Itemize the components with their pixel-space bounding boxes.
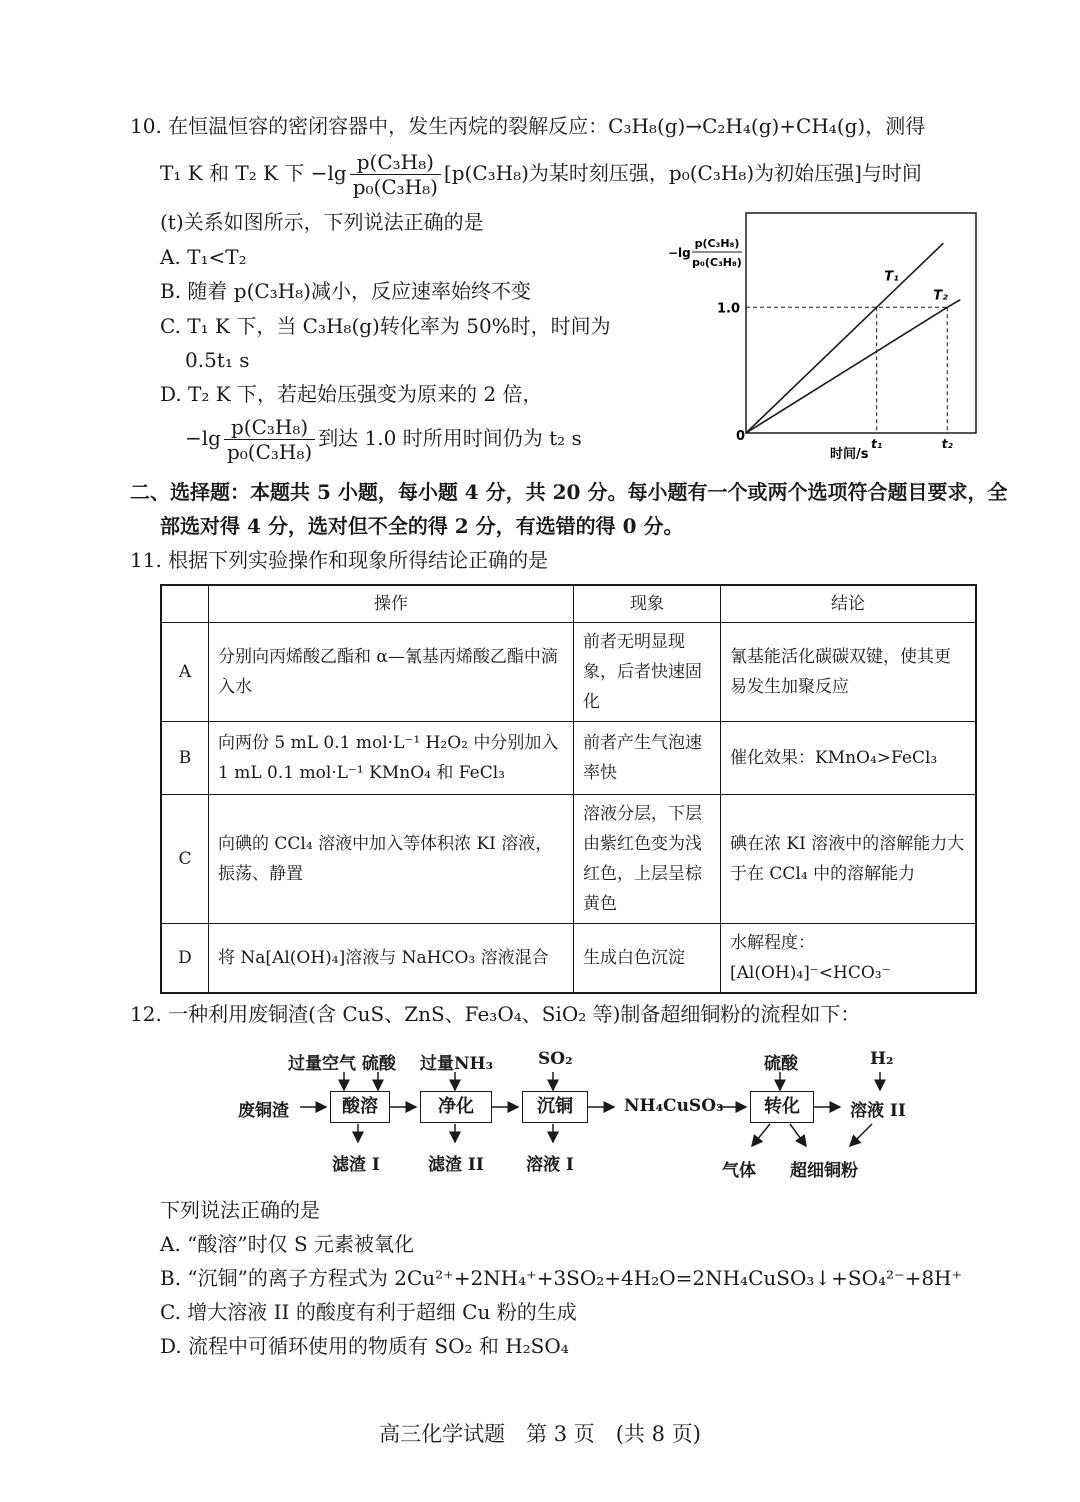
flow-in3-label: SO₂ [538,1049,573,1069]
q10-option-c2: 0.5t₁ s [185,348,250,372]
q10-d2-frac-num: p(C₃H₈) [224,415,315,440]
q10-option-a: A. T₁<T₂ [160,245,247,269]
q10-option-c1: C. T₁ K 下，当 C₃H₈(g)转化率为 50%时，时间为 [160,314,611,338]
row-ph: 生成白色沉淀 [574,924,721,994]
chart-xtick-label-t2: t₂ [941,437,953,451]
arrow-solution-back [850,1124,872,1146]
flow-out4a-label: 气体 [722,1161,756,1181]
row-ph: 前者无明显现象，后者快速固化 [574,623,721,722]
row-ph: 前者产生气泡速率快 [574,722,721,795]
q10-line3: (t)关系如图所示，下列说法正确的是 [160,210,484,234]
flow-mid-label: NH₄CuSO₃ [624,1096,724,1116]
row-con: 催化效果：KMnO₄>FeCl₃ [721,722,977,795]
row-id: A [161,623,209,722]
chart-series-label-t2: T₂ [933,288,948,304]
chart-series-label-t1: T₁ [884,269,899,285]
row-id: C [161,795,209,924]
row-id: B [161,722,209,795]
q10-frac-den: p₀(C₃H₈) [352,175,438,199]
chart-ytick-label: 1.0 [716,301,740,317]
q10-d2-rest: 到达 1.0 时所用时间仍为 t₂ s [318,426,582,450]
q10-line2-a: T₁ K 和 T₂ K 下 −lg [160,161,347,185]
flow-start-label: 废铜渣 [238,1101,289,1121]
q12-option-a: A. “酸溶”时仅 S 元素被氧化 [160,1232,415,1256]
q10-d2-frac-den: p₀(C₃H₈) [226,440,313,464]
arrow-powder-out [790,1124,806,1146]
chart-ylabel-prefix: −lg [668,246,691,260]
flow-in2-label: 过量NH₃ [420,1054,494,1074]
chart-ylabel-num: p(C₃H₈) [694,237,740,250]
flow-box-acid-dissolve: 酸溶 [330,1091,390,1123]
q10-d2-lg: −lg [185,426,221,450]
row-con: 碘在浓 KI 溶液中的溶解能力大于在 CCl₄ 中的溶解能力 [721,795,977,924]
q10-line2-b: [p(C₃H₈)为某时刻压强，p₀(C₃H₈)为初始压强]与时间 [443,161,922,185]
row-op: 向两份 5 mL 0.1 mol·L⁻¹ H₂O₂ 中分别加入 1 mL 0.1 mol·L⁻¹ KMnO₄ 和 FeCl₃ [209,722,574,795]
row-id: D [161,924,209,994]
chart-origin-label: 0 [736,429,746,444]
arrow-gas-out [752,1124,770,1146]
page-footer: 高三化学试题 第 3 页 (共 8 页) [379,1422,701,1446]
row-op: 分别向丙烯酸乙酯和 α—氰基丙烯酸乙酯中滴入水 [209,623,574,722]
row-con: 水解程度：[Al(OH)₄]⁻<HCO₃⁻ [721,924,977,994]
chart-ylabel-den: p₀(C₃H₈) [692,256,742,269]
flow-end-label: 溶液 II [850,1101,906,1121]
flow-out3-label: 溶液 I [526,1155,574,1175]
table-header-ph: 现象 [574,585,721,623]
flow-in4-label: 硫酸 [764,1054,798,1074]
row-op: 向碘的 CCl₄ 溶液中加入等体积浓 KI 溶液，振荡、静置 [209,795,574,924]
q10-option-b: B. 随着 p(C₃H₈)减小，反应速率始终不变 [160,279,531,303]
q12-stem: 12. 一种利用废铜渣(含 CuS、ZnS、Fe₃O₄、SiO₂ 等)制备超细铜粉的流程如下： [130,1002,861,1026]
row-ph: 溶液分层，下层由紫红色变为浅红色，上层呈棕黄色 [574,795,721,924]
row-con: 氰基能活化碳碳双键，使其更易发生加聚反应 [721,623,977,722]
flow-box-precipitate: 沉铜 [522,1091,588,1123]
flow-box-purify: 净化 [420,1091,492,1123]
flow-out1-label: 滤渣 I [332,1155,380,1175]
q11-stem: 11. 根据下列实验操作和现象所得结论正确的是 [130,548,549,572]
section2-line2: 部选对得 4 分，选对但不全的得 2 分，有选错的得 0 分。 [160,514,684,538]
q10-frac-num: p(C₃H₈) [350,150,441,175]
chart-xlabel: 时间/s [830,447,869,462]
q10-line1: 10. 在恒温恒容的密闭容器中，发生丙烷的裂解反应：C₃H₈(g)→C₂H₄(g)+CH₄(g)，测得 [130,114,926,138]
flow-out4b-label: 超细铜粉 [790,1161,858,1181]
q12-option-b: B. “沉铜”的离子方程式为 2Cu²⁺+2NH₄⁺+3SO₂+4H₂O=2NH₄CuSO₃↓+SO₄²⁻+8H⁺ [160,1266,963,1290]
section2-line1: 二、选择题：本题共 5 小题，每小题 4 分，共 20 分。每小题有一个或两个选项符合题目要求，全 [130,480,1008,504]
chart-xtick-label-t1: t₁ [871,437,883,451]
q12-option-c: C. 增大溶液 II 的酸度有利于超细 Cu 粉的生成 [160,1300,577,1324]
row-op: 将 Na[Al(OH)₄]溶液与 NaHCO₃ 溶液混合 [209,924,574,994]
flow-box-convert: 转化 [750,1091,814,1123]
q10-option-d1: D. T₂ K 下，若起始压强变为原来的 2 倍， [160,382,543,406]
flow-in1-label: 过量空气 硫酸 [288,1054,396,1074]
table-header-con: 结论 [721,585,977,623]
q12-option-d: D. 流程中可循环使用的物质有 SO₂ 和 H₂SO₄ [160,1334,569,1358]
flow-out2-label: 滤渣 II [428,1155,484,1175]
q12-lead: 下列说法正确的是 [160,1198,320,1222]
table-header-op: 操作 [209,585,574,623]
flow-in5-label: H₂ [870,1049,894,1069]
